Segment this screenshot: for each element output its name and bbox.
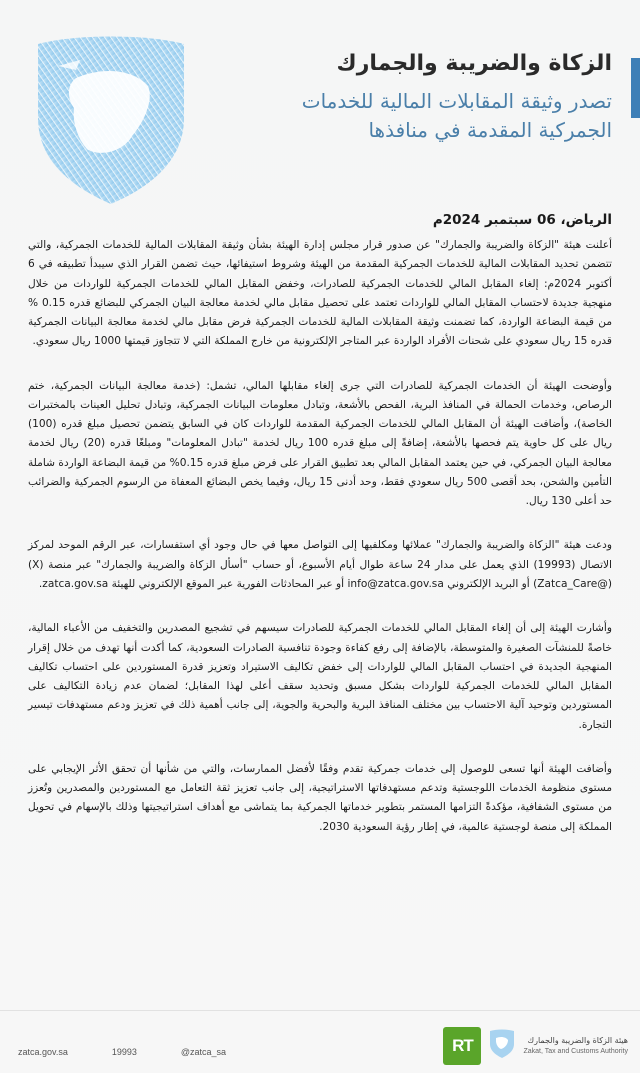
organization-name: الزكاة والضريبة والجمارك <box>336 51 612 76</box>
footer-org-name <box>523 1036 628 1055</box>
footer-website[interactable]: zatca.gov.sa <box>18 1047 68 1057</box>
footer-org-arabic: هيئة الزكاة والضريبة والجمارك <box>527 1036 628 1046</box>
headline-line-2: الجمركية المقدمة في منافذها <box>368 117 612 142</box>
zatca-small-logo-icon <box>489 1029 515 1063</box>
footer-branding <box>443 1027 628 1065</box>
paragraph-1: أعلنت هيئة "الزكاة والضريبة والجمارك" عن صدور قرار مجلس إدارة الهيئة بشأن وثيقة المقابلات المالية للخدمات الجمركية، والتي تتضمن تحديد المقابلات المالية للخدمات الجمركية المقدمة من الهيئة وشروط استيفائها، حيث تضمن القرار الذي سيبدأ تطبيقه في 6 أكتوبر 2024م: إلغاء المقابل المالي للخدمات الجمركية للصادرات، وخفض المقابل المالي للخدمات الجمركية للواردات من خلال منهجية جديدة لاحتساب المقابل المالي للواردات تعتمد على تحصيل مقابل مالي لخدمة معالجة البيان الجمركي للبضائع قدره 0.15 % من قيمة البضاعة الواردة، كما تضمنت وثيقة المقابلات المالية للخدمات الجمركية فرض مقابل مالي لخدمة معالجة البيانات الجمركية قدره 15 ريال سعودي على شحنات الأفراد الواردة عبر المتاجر الإلكترونية من خارج المملكة التي لا تتجاوز قيمتها 1000 ريال سعودي. <box>28 239 613 348</box>
paragraph-5: وأضافت الهيئة أنها تسعى للوصول إلى خدمات جمركية تقدم وفقًا لأفضل الممارسات، والتي من شأنها أن تحقق الأثر الإيجابي على مستوى منظومة الخدمات اللوجستية وتدعم مستهدفاتها الاستراتيجية، إلى جانب تعزيز ثقة التعامل مع المستوردين والمصدرين وتُعزز من مستوى الشفافية، مؤكدةً التزامها المستمر بتطوير خدماتها الجمركية بما يتماشى مع أهداف استراتيجيتها وذلك بالإسهام في تحويل المملكة إلى منصة لوجستية عالمية، في إطار رؤية السعودية 2030. <box>28 762 612 833</box>
footer <box>0 1010 640 1073</box>
paragraph-3: ودعت هيئة "الزكاة والضريبة والجمارك" عملائها ومكلفيها إلى التواصل معها في حال وجود أي استفسارات، عبر الرقم الموحد لمركز الاتصال (19993) الذي يعمل على مدار 24 ساعة طوال أيام الأسبوع، أو حساب "أسأل الزكاة والضريبة والجمارك" عبر منصة (X) (@Zatca_Care) أو البريد الإلكتروني info@zatca.gov.sa أو عبر المحادثات الفورية عبر الموقع الإلكتروني للهيئة zatca.gov.sa. <box>28 539 613 590</box>
press-release-body <box>28 236 612 862</box>
footer-handle[interactable]: @zatca_sa <box>180 1047 227 1057</box>
zatca-shield-logo <box>36 36 186 206</box>
footer-org-english: Zakat, Tax and Customs Authority <box>523 1047 628 1055</box>
headline-line-1: تصدر وثيقة المقابلات المالية للخدمات <box>301 88 612 113</box>
footer-contacts <box>18 1047 226 1057</box>
paragraph-4: وأشارت الهيئة إلى أن إلغاء المقابل المالي للخدمات الجمركية للصادرات سيسهم في تشجيع المصدرين والتخفيف من الأعباء المالية، خاصةً للمنشآت الصغيرة والمتوسطة، بالإضافة إلى رفع كفاءة وجودة تنافسية الصادرات السعودية، كما أكدت أنها تهدف من خلال إقرار المنهجية الجديدة في احتساب المقابل المالي للواردات إلى خفض تكاليف الاستيراد وتعزيز قدرة المستوردين على احتساب تكاليف المقابل المالي للخدمات الجمركية للواردات بشكل مسبق وتحديد سقف أعلى لهذا المقابل؛ لضمان عدم زيادة التكاليف على المستوردين وتوحيد آلية الاحتساب بين مختلف المنافذ البرية والبحرية والجوية، إلى جانب أهمية ذلك في تعزيز ودعم مستهدفات تيسير التجارة. <box>28 622 612 731</box>
dateline: الرياض، 06 سبتمبر 2024م <box>432 212 612 228</box>
header <box>232 50 612 145</box>
paragraph-2: وأوضحت الهيئة أن الخدمات الجمركية للصادرات التي جرى إلغاء مقابلها المالي، تشمل: (خدمة معالجة البيانات الجمركية، ختم الرصاص، وخدمات الحمالة في المنافذ البرية، الفحص بالأشعة، وتبادل معلومات البيانات الجمركية، وتبادل تحليل العينات بالمختبرات الخاصة)، وأضافت الهيئة أن المقابل المالي للخدمات الجمركية المقدمة للواردات كان في السابق يتضمن تحصيل مبلغ قدره (100) ريال على كل حاوية يتم فحصها بالأشعة، إضافةً إلى مبلغ قدره 100 ريال لخدمة "تبادل المعلومات" ومبلغًا قدره (20) ريال لخدمة معالجة البيان الجمركي، في حين يعتمد المقابل المالي بعد تطبيق القرار على فرض مبلغ قدره 0.15% من قيمة البضاعة الواردة شاملة التأمين والشحن، بحد أقصى 500 ريال سعودي فقط، وحد أدنى 15 ريال، وفيما يخص البضائع المعفاة من الرسوم الجمركية والضرائب حد أعلى 130 ريال. <box>28 379 613 508</box>
rt-logo-icon: RT <box>443 1027 481 1065</box>
footer-phone: 19993 <box>111 1047 137 1057</box>
accent-bar <box>631 58 640 118</box>
